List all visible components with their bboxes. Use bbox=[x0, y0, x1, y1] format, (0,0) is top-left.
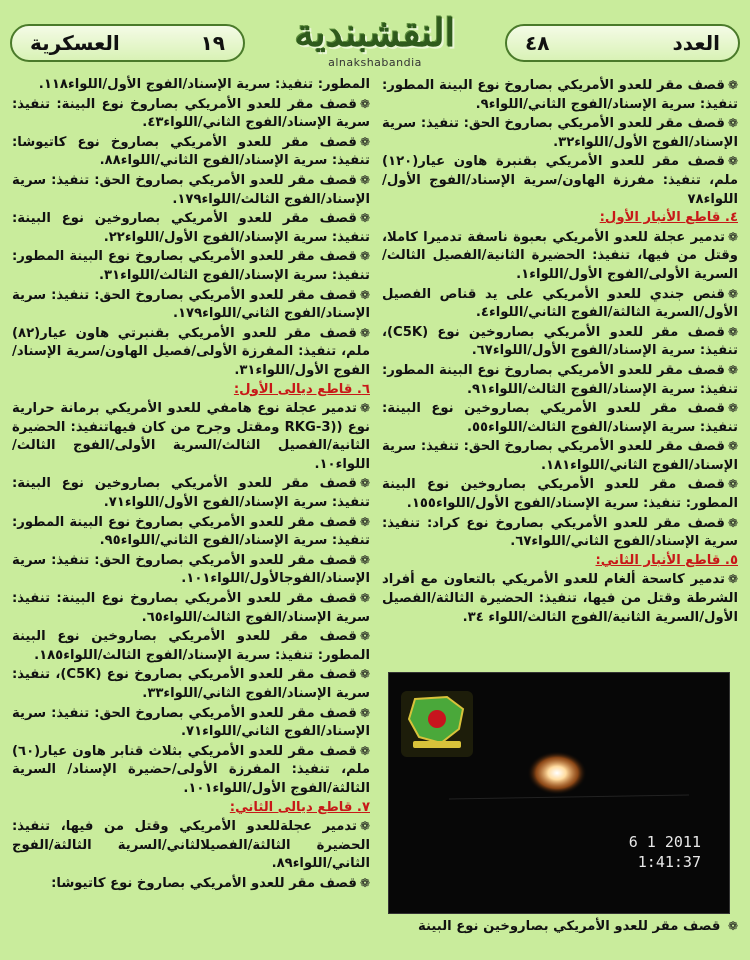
flower-bullet-icon: ❁ bbox=[727, 286, 738, 301]
report-item bbox=[382, 514, 738, 552]
report-item-text: تدمير عجلة نوع هامفي للعدو الأمريكي برمانة حرارية نوع ((RKG-3 ومقتل وجرح من كان فيهاتنفيذ: الحضيرة الثانية/الفصيل الثالث/السرية الأولى/الفوج الثالث/اللواء١٠. bbox=[12, 401, 370, 472]
report-item bbox=[12, 513, 370, 551]
report-item bbox=[12, 742, 370, 799]
logo-site-text: alnakshabandia bbox=[328, 56, 422, 69]
report-item bbox=[382, 437, 738, 475]
report-item bbox=[12, 247, 370, 285]
report-item bbox=[12, 95, 370, 133]
flower-bullet-icon: ❁ bbox=[359, 629, 370, 644]
report-item bbox=[12, 171, 370, 209]
photo-caption bbox=[382, 917, 738, 936]
report-item-text: قصف مقر للعدو الأمريكي بصاروخ نوع كراد: تنفيذ: سرية الإسناد/الفوج الثاني/اللواء٦٧. bbox=[382, 515, 738, 550]
report-item bbox=[12, 874, 370, 894]
report-item-text: قصف مقر للعدو الأمريكي بصاروخ نوع البينة المطور: تنفيذ: سرية الإسناد/الفوج الثالث/اللواء٣١. bbox=[12, 249, 370, 283]
report-item-text: قصف مقر للعدو الأمريكي بصاروخين نوع البينة: تنفيذ: سرية الإسناد/الفوج الثالث/اللواء٥٥. bbox=[382, 401, 738, 435]
report-item-text: قنص جندي للعدو الأمريكي على يد قناص الفصيل الأول/السرية الثالثة/الفوج الثاني/اللواء٤. bbox=[382, 286, 738, 321]
report-item-text: المطور: تنفيذ: سرية الإسناد/الفوج الأول/اللواء١١٨. bbox=[38, 77, 370, 92]
logo-wordmark: النقشبندية bbox=[294, 10, 456, 55]
report-item-text: قصف مقر للعدو الأمريكي بصاروخ نوع البينة: تنفيذ: سرية الإسناد/الفوج الثاني/اللواء٤٣. bbox=[12, 96, 370, 131]
report-item bbox=[12, 817, 370, 874]
header-issue-pill bbox=[505, 24, 740, 62]
report-item bbox=[382, 152, 738, 209]
report-item bbox=[12, 324, 370, 381]
section-heading: ٥. قاطع الأنبار الثاني: bbox=[595, 552, 738, 568]
flower-bullet-icon: ❁ bbox=[727, 515, 738, 530]
flower-bullet-icon: ❁ bbox=[359, 591, 370, 606]
report-item bbox=[382, 285, 738, 323]
video-date-stamp: 6 1 2011 bbox=[628, 833, 701, 851]
report-item bbox=[12, 474, 370, 512]
flower-bullet-icon: ❁ bbox=[359, 249, 370, 264]
report-item-text: قصف مقر للعدو الأمريكي بصاروخ نوع (C5K)، تنفيذ: سرية الإسناد/الفوج الثاني/اللواء٣٣. bbox=[12, 667, 370, 701]
section-heading: ٦. قاطع ديالى الأول: bbox=[233, 381, 370, 397]
flower-bullet-icon: ❁ bbox=[727, 78, 738, 92]
report-item-text: قصف مقر للعدو الأمريكي بصاروخ الحق: تنفيذ: سرية الإسناد/الفوج الثاني/اللواء١٨١. bbox=[382, 439, 738, 473]
flower-bullet-icon: ❁ bbox=[727, 401, 738, 416]
report-item-text: قصف مقر للعدو الأمريكي بصاروخ نوع البينة المطور: تنفيذ: سرية الإسناد/الفوج الثاني/اللواء٩٥. bbox=[12, 514, 370, 549]
flower-bullet-icon: ❁ bbox=[359, 667, 371, 682]
flower-bullet-icon: ❁ bbox=[359, 401, 370, 416]
report-item-text: تدمير عجلة للعدو الأمريكي بعبوة ناسفة تدميرا كاملا، وقتل من فيها، تنفيذ: الحضيرة الثانية/الفصيل الثالث/ السرية الأولى/الفوج الأول/اللواء١. bbox=[382, 229, 738, 282]
video-time-stamp: 1:41:37 bbox=[637, 853, 701, 871]
flower-bullet-icon: ❁ bbox=[359, 287, 370, 302]
report-item-text: قصف مقر للعدو الأمريكي بصاروخين نوع البينة المطور: تنفيذ: سرية الإسناد/الفوج الأول/اللواء١٥٥. bbox=[382, 477, 738, 512]
report-item bbox=[382, 114, 738, 152]
report-item bbox=[382, 475, 738, 513]
flower-bullet-icon: ❁ bbox=[727, 919, 738, 933]
report-item bbox=[382, 76, 738, 114]
report-item bbox=[382, 323, 738, 361]
report-item-text: قصف مقر للعدو الأمريكي بصاروخ الحق: تنفيذ: سرية الإسناد/الفوج الثاني/اللواء٧١. bbox=[12, 705, 370, 740]
page-number: ١٩ bbox=[200, 31, 225, 55]
report-item-text: قصف مقر للعدو الأمريكي بصاروخين نوع (C5K)، تنفيذ: سرية الإسناد/الفوج الأول/اللواء٦٧. bbox=[382, 324, 738, 359]
flower-bullet-icon: ❁ bbox=[727, 439, 738, 454]
flower-bullet-icon: ❁ bbox=[727, 477, 738, 492]
flower-bullet-icon: ❁ bbox=[359, 476, 370, 491]
report-item bbox=[382, 399, 738, 437]
report-item-text: قصف مقر للعدو الأمريكي بثلاث قنابر هاون عيار(٦٠) ملم، تنفيذ: المفرزة الأولى/حضيرة الإسناد/ السرية الثالثة/الفوج الأول/اللواء١٠١. bbox=[12, 743, 370, 796]
flower-bullet-icon: ❁ bbox=[727, 116, 738, 131]
flower-bullet-icon: ❁ bbox=[359, 743, 370, 758]
flower-bullet-icon: ❁ bbox=[727, 229, 738, 244]
flower-bullet-icon: ❁ bbox=[359, 211, 370, 226]
report-item-text: قصف مقر للعدو الأمريكي بصاروخين نوع البينة المطور: تنفيذ: سرية الإسناد/الفوج الثالث/اللواء١٨٥. bbox=[12, 629, 370, 663]
report-item-text: قصف مقر للعدو الأمريكي بصاروخين نوع البينة: تنفيذ: سرية الإسناد/الفوج الأول/اللواء٧١. bbox=[12, 476, 370, 511]
video-still-photo bbox=[388, 672, 730, 914]
report-item-text: قصف مقر للعدو الأمريكي بصاروخ نوع البينة المطور: تنفيذ: سرية الإسناد/الفوج الثاني/اللواء٩. bbox=[382, 78, 738, 112]
report-item bbox=[12, 665, 370, 703]
flower-bullet-icon: ❁ bbox=[359, 705, 370, 720]
left-column bbox=[12, 76, 370, 894]
flower-bullet-icon: ❁ bbox=[727, 154, 738, 169]
flower-bullet-icon: ❁ bbox=[359, 325, 370, 340]
section-heading: ٤. قاطع الأنبار الأول: bbox=[599, 210, 738, 226]
flower-bullet-icon: ❁ bbox=[359, 552, 370, 567]
report-item-text: قصف مقر للعدو الأمريكي بقنبرة هاون عيار(١٢٠) ملم، تنفيذ: مفرزة الهاون/سرية الإسناد/الفوج الأول/ اللواء٧٨ bbox=[382, 154, 738, 207]
report-item-text: قصف مقر للعدو الأمريكي بقنبرتي هاون عيار(٨٢) ملم، تنفيذ: المفرزة الأولى/فصيل الهاون/سرية الإسناد/ الفوج الأول/اللواء٣١. bbox=[12, 325, 370, 378]
report-item-text: قصف مقر للعدو الأمريكي بصاروخ الحق: تنفيذ: سرية الإسناد/الفوجالأول/اللواء١٠١. bbox=[12, 552, 370, 587]
report-item bbox=[382, 228, 738, 285]
explosion-flash bbox=[389, 673, 729, 913]
right-column bbox=[382, 76, 738, 627]
report-item bbox=[382, 361, 738, 399]
section-heading: ٧. قاطع ديالى الثاني: bbox=[229, 799, 370, 815]
flower-bullet-icon: ❁ bbox=[359, 514, 370, 529]
flower-bullet-icon: ❁ bbox=[359, 96, 370, 111]
report-item-text: قصف مقر للعدو الأمريكي بصاروخ نوع البينة المطور: تنفيذ: سرية الإسناد/الفوج الثالث/اللواء٩١. bbox=[382, 362, 738, 397]
report-item-text: تدمير كاسحة ألغام للعدو الأمريكي بالتعاون مع أفراد الشرطة وقتل من فيها، تنفيذ: الحضيرة الثالثة/الفصيل الأول/السرية الثانية/الفوج الثالث/اللواء ٣٤. bbox=[382, 572, 738, 625]
report-item bbox=[12, 589, 370, 627]
report-item-text: قصف مقر للعدو الأمريكي بصاروخ الحق: تنفيذ: سرية الإسناد/الفوج الثالث/اللواء١٧٩. bbox=[12, 172, 370, 207]
flower-bullet-icon: ❁ bbox=[727, 572, 738, 587]
section-title: العسكرية bbox=[30, 31, 120, 55]
report-item-text: قصف مقر للعدو الأمريكي بصاروخ الحق: تنفيذ: سرية الإسناد/الفوج الثاني/اللواء١٧٩. bbox=[12, 287, 370, 322]
issue-label: العدد bbox=[672, 31, 720, 55]
flower-bullet-icon: ❁ bbox=[359, 172, 370, 187]
flower-bullet-icon: ❁ bbox=[359, 875, 370, 890]
issue-number: ٤٨ bbox=[525, 31, 550, 55]
report-item bbox=[12, 627, 370, 665]
caption-text: قصف مقر للعدو الأمريكي بصاروخين نوع البينة bbox=[418, 919, 721, 934]
report-item-text: تدمير عجلةللعدو الأمريكي وقتل من فيها، تنفيذ: الحضيرة الثالثة/الفصيلالثاني/السرية الثالثة/الفوج الثاني/اللواء٨٩. bbox=[12, 819, 370, 872]
header-section-pill bbox=[10, 24, 245, 62]
report-item-text: قصف مقر للعدو الأمريكي بصاروخ نوع كاتيوشا: تنفيذ: سرية الإسناد/الفوج الثاني/اللواء٨٨. bbox=[12, 134, 370, 169]
report-item-text: قصف مقر للعدو الأمريكي بصاروخين نوع البينة: تنفيذ: سرية الإسناد/الفوج الأول/اللواء٢٢. bbox=[12, 211, 370, 245]
magazine-logo bbox=[262, 8, 488, 80]
flower-bullet-icon: ❁ bbox=[359, 819, 370, 834]
report-item bbox=[12, 286, 370, 324]
report-item-text: قصف مقر للعدو الأمريكي بصاروخ نوع كاتيوشا: bbox=[51, 875, 357, 891]
flower-bullet-icon: ❁ bbox=[727, 362, 738, 377]
report-item bbox=[12, 399, 370, 474]
report-item bbox=[12, 551, 370, 589]
report-item bbox=[12, 76, 370, 95]
report-item bbox=[12, 209, 370, 247]
report-item bbox=[12, 704, 370, 742]
report-item bbox=[12, 133, 370, 171]
flower-bullet-icon: ❁ bbox=[359, 134, 370, 149]
flower-bullet-icon: ❁ bbox=[727, 324, 738, 339]
report-item bbox=[382, 570, 738, 627]
report-item-text: قصف مقر للعدو الأمريكي بصاروخ الحق: تنفيذ: سرية الإسناد/الفوج الأول/اللواء٣٢. bbox=[382, 116, 738, 150]
report-item-text: قصف مقر للعدو الأمريكي بصاروخ نوع البينة: تنفيذ: سرية الإسناد/الفوج الثالث/اللواء٦٥. bbox=[12, 591, 370, 625]
